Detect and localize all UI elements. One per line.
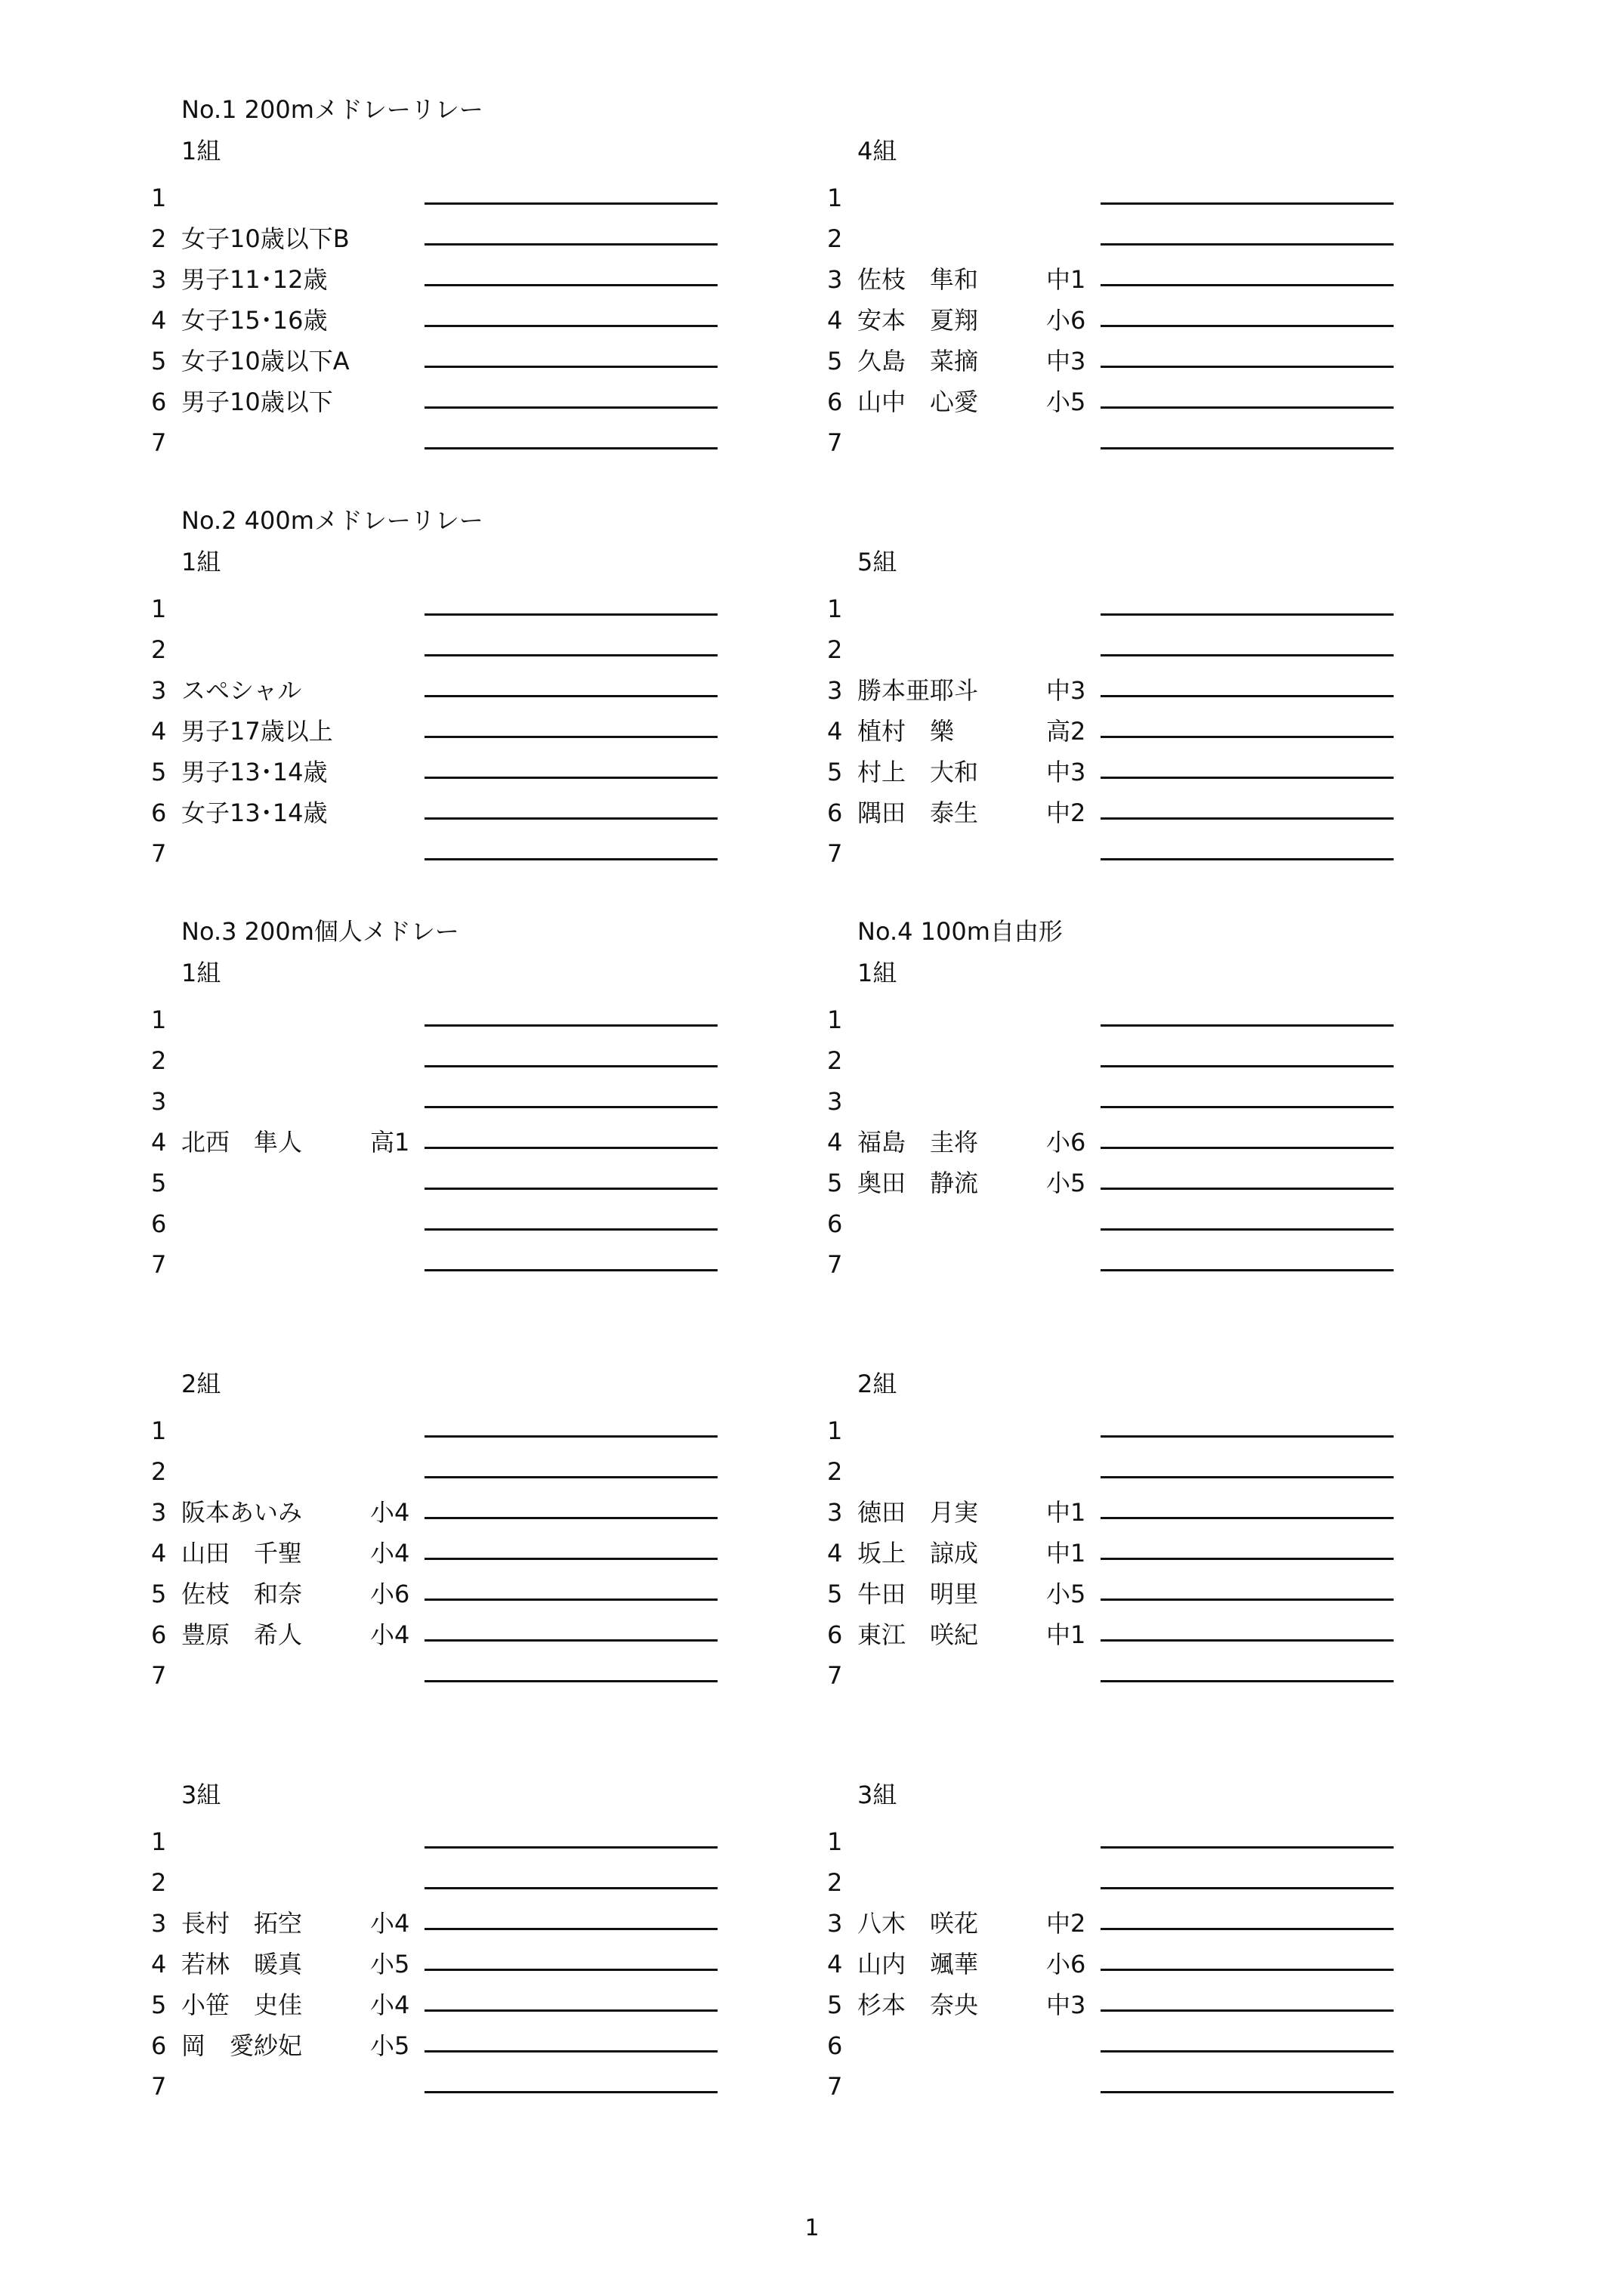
entry-name: 山田 千聖 (181, 1539, 303, 1568)
entry-grade: 中3 (1046, 347, 1086, 375)
time-entry-line (1101, 406, 1394, 409)
entry-grade: 小6 (370, 1580, 410, 1608)
time-entry-line (1101, 447, 1394, 449)
lane-row (151, 1903, 725, 1944)
lane-number: 5 (151, 758, 167, 786)
time-entry-line (1101, 817, 1394, 820)
entry-grade: 小5 (370, 2031, 410, 2060)
lane-number: 3 (827, 1087, 843, 1116)
time-entry-line (425, 1846, 718, 1849)
lane-number: 5 (151, 1169, 167, 1197)
entry-grade: 小4 (370, 1539, 410, 1568)
lane-number: 7 (827, 2072, 843, 2101)
time-entry-line (1101, 325, 1394, 327)
entry-name: 福島 圭将 (857, 1128, 979, 1157)
lane-number: 3 (827, 1498, 843, 1527)
lane-row (151, 1574, 725, 1614)
lane-row (151, 1821, 725, 1862)
lane-row (827, 2066, 1401, 2107)
lane-number: 5 (151, 1580, 167, 1608)
lane-number: 7 (151, 428, 167, 457)
lane-row (151, 629, 725, 670)
lane-number: 7 (827, 428, 843, 457)
lane-number: 2 (827, 635, 843, 664)
time-entry-line (425, 695, 718, 697)
time-entry-line (425, 1969, 718, 1971)
time-entry-line (1101, 1147, 1394, 1149)
entry-name: 男子17歳以上 (181, 717, 333, 746)
lane-number: 4 (151, 306, 167, 335)
entry-name: 安本 夏翔 (857, 306, 979, 335)
time-entry-line (1101, 202, 1394, 205)
entry-grade: 小6 (1046, 1950, 1086, 1978)
lane-number: 4 (827, 717, 843, 746)
heat-label: 5組 (857, 548, 897, 576)
lane-row (827, 300, 1401, 341)
lane-row (151, 218, 725, 259)
lane-row (827, 1821, 1401, 1862)
lane-row (827, 1244, 1401, 1285)
time-entry-line (1101, 2009, 1394, 2012)
entry-grade: 小5 (1046, 1580, 1086, 1608)
lane-number: 2 (151, 1457, 167, 1486)
time-entry-line (1101, 1680, 1394, 1682)
event-title: No.1 200mメドレーリレー (181, 95, 483, 124)
lane-number: 7 (827, 1661, 843, 1690)
lane-number: 4 (827, 1539, 843, 1568)
time-entry-line (1101, 1188, 1394, 1190)
lane-number: 2 (151, 224, 167, 253)
time-entry-line (425, 1680, 718, 1682)
time-entry-line (425, 406, 718, 409)
time-entry-line (1101, 1106, 1394, 1108)
time-entry-line (425, 817, 718, 820)
lane-number: 2 (827, 1046, 843, 1075)
lane-number: 2 (151, 1046, 167, 1075)
lane-row (827, 1163, 1401, 1203)
lane-row (151, 1163, 725, 1203)
lane-row (827, 1533, 1401, 1574)
lane-row (827, 1451, 1401, 1492)
lane-row (827, 218, 1401, 259)
lane-number: 1 (827, 1005, 843, 1034)
lane-row (151, 1533, 725, 1574)
time-entry-line (425, 858, 718, 860)
lane-row (827, 1203, 1401, 1244)
lane-number: 3 (151, 1087, 167, 1116)
lane-row (827, 1655, 1401, 1696)
lane-row (151, 341, 725, 381)
lane-row (827, 833, 1401, 874)
lane-number: 5 (827, 758, 843, 786)
time-entry-line (1101, 1558, 1394, 1560)
time-entry-line (425, 1517, 718, 1519)
lane-row (827, 999, 1401, 1040)
lane-row (827, 1574, 1401, 1614)
lane-number: 3 (151, 1498, 167, 1527)
lane-row (151, 178, 725, 218)
lane-row (827, 588, 1401, 629)
entry-name: 女子15･16歳 (181, 306, 328, 335)
entry-grade: 小6 (1046, 306, 1086, 335)
page-number: 1 (804, 2215, 820, 2241)
lane-number: 6 (827, 1209, 843, 1238)
lane-number: 1 (827, 595, 843, 623)
entry-grade: 小5 (1046, 388, 1086, 416)
lane-row (151, 999, 725, 1040)
time-entry-line (425, 1476, 718, 1478)
lane-row (151, 1614, 725, 1655)
entry-name: 長村 拓空 (181, 1909, 303, 1938)
entry-name: 女子13･14歳 (181, 798, 328, 827)
time-entry-line (425, 2091, 718, 2093)
entry-name: 村上 大和 (857, 758, 979, 786)
lane-row (151, 1655, 725, 1696)
time-entry-line (1101, 2091, 1394, 2093)
lane-row (151, 2025, 725, 2066)
entry-name: 奥田 静流 (857, 1169, 979, 1197)
lane-row (827, 1081, 1401, 1122)
time-entry-line (425, 2050, 718, 2053)
lane-row (827, 259, 1401, 300)
time-entry-line (425, 1558, 718, 1560)
heat-label: 1組 (181, 137, 221, 165)
time-entry-line (1101, 1846, 1394, 1849)
lane-number: 1 (151, 184, 167, 212)
lane-number: 5 (827, 1580, 843, 1608)
time-entry-line (1101, 1228, 1394, 1231)
lane-number: 1 (827, 1416, 843, 1445)
entry-grade: 中3 (1046, 676, 1086, 705)
lane-number: 4 (151, 717, 167, 746)
entry-name: 久島 菜摘 (857, 347, 979, 375)
lane-number: 3 (827, 676, 843, 705)
lane-number: 7 (827, 839, 843, 868)
lane-number: 1 (151, 1416, 167, 1445)
heat-label: 4組 (857, 137, 897, 165)
lane-number: 3 (151, 676, 167, 705)
lane-number: 6 (151, 388, 167, 416)
entry-name: 男子11･12歳 (181, 265, 328, 294)
lane-row (151, 300, 725, 341)
entry-name: 坂上 諒成 (857, 1539, 979, 1568)
lane-row (151, 1122, 725, 1163)
lane-number: 5 (151, 347, 167, 375)
entry-grade: 中1 (1046, 1620, 1086, 1649)
lane-row (151, 1244, 725, 1285)
entry-grade: 中1 (1046, 1498, 1086, 1527)
lane-number: 2 (827, 1457, 843, 1486)
lane-row (827, 752, 1401, 792)
entry-grade: 小4 (370, 1991, 410, 2019)
entry-grade: 小6 (1046, 1128, 1086, 1157)
lane-row (151, 1451, 725, 1492)
entry-grade: 中1 (1046, 265, 1086, 294)
time-entry-line (1101, 1887, 1394, 1889)
lane-row (827, 670, 1401, 711)
entry-grade: 小5 (370, 1950, 410, 1978)
entry-grade: 高1 (370, 1128, 410, 1157)
lane-row (827, 629, 1401, 670)
lane-number: 7 (151, 1661, 167, 1690)
entry-grade: 高2 (1046, 717, 1086, 746)
time-entry-line (1101, 1969, 1394, 1971)
entry-name: 阪本あいみ (181, 1498, 303, 1527)
time-entry-line (1101, 695, 1394, 697)
heat-label: 3組 (857, 1781, 897, 1809)
heat-label: 2組 (857, 1370, 897, 1398)
time-entry-line (1101, 654, 1394, 656)
entry-name: 東江 咲紀 (857, 1620, 979, 1649)
time-entry-line (1101, 858, 1394, 860)
lane-row (827, 1903, 1401, 1944)
time-entry-line (1101, 284, 1394, 286)
time-entry-line (425, 736, 718, 738)
lane-row (827, 1985, 1401, 2025)
lane-number: 7 (827, 1250, 843, 1279)
entry-name: 岡 愛紗妃 (181, 2031, 303, 2060)
event-title: No.2 400mメドレーリレー (181, 506, 483, 535)
time-entry-line (425, 447, 718, 449)
lane-number: 6 (827, 2031, 843, 2060)
lane-number: 7 (151, 839, 167, 868)
entry-name: 男子13･14歳 (181, 758, 328, 786)
lane-number: 6 (827, 798, 843, 827)
time-entry-line (1101, 1639, 1394, 1642)
lane-row (151, 1985, 725, 2025)
lane-number: 1 (827, 184, 843, 212)
lane-row (151, 588, 725, 629)
entry-name: 山中 心愛 (857, 388, 979, 416)
entry-name: 山内 颯華 (857, 1950, 979, 1978)
lane-row (827, 341, 1401, 381)
time-entry-line (1101, 1435, 1394, 1438)
lane-number: 3 (151, 265, 167, 294)
lane-number: 5 (827, 1169, 843, 1197)
lane-number: 4 (151, 1128, 167, 1157)
entry-grade: 小5 (1046, 1169, 1086, 1197)
lane-number: 4 (827, 1128, 843, 1157)
time-entry-line (425, 2009, 718, 2012)
time-entry-line (1101, 1269, 1394, 1271)
entry-grade: 小4 (370, 1620, 410, 1649)
lane-row (151, 1492, 725, 1533)
lane-row (151, 833, 725, 874)
lane-row (827, 381, 1401, 422)
time-entry-line (425, 325, 718, 327)
time-entry-line (425, 1639, 718, 1642)
lane-number: 2 (827, 1868, 843, 1897)
lane-number: 2 (151, 635, 167, 664)
lane-row (827, 422, 1401, 463)
entry-grade: 中3 (1046, 1991, 1086, 2019)
lane-number: 3 (827, 1909, 843, 1938)
entry-grade: 小4 (370, 1909, 410, 1938)
time-entry-line (425, 1228, 718, 1231)
entry-name: スペシャル (181, 676, 302, 705)
time-entry-line (425, 1887, 718, 1889)
entry-name: 八木 咲花 (857, 1909, 979, 1938)
time-entry-line (425, 1188, 718, 1190)
lane-row (151, 259, 725, 300)
time-entry-line (1101, 1476, 1394, 1478)
lane-number: 3 (827, 265, 843, 294)
entry-name: 小笹 史佳 (181, 1991, 303, 2019)
time-entry-line (1101, 2050, 1394, 2053)
entry-grade: 中3 (1046, 758, 1086, 786)
lane-number: 1 (151, 595, 167, 623)
entry-name: 佐枝 隼和 (857, 265, 979, 294)
lane-row (827, 1122, 1401, 1163)
time-entry-line (425, 1147, 718, 1149)
time-entry-line (425, 1269, 718, 1271)
lane-number: 2 (151, 1868, 167, 1897)
lane-number: 7 (151, 1250, 167, 1279)
entry-name: 植村 樂 (857, 717, 955, 746)
lane-row (151, 792, 725, 833)
time-entry-line (425, 654, 718, 656)
time-entry-line (1101, 366, 1394, 368)
time-entry-line (425, 1024, 718, 1027)
lane-number: 6 (151, 1620, 167, 1649)
entry-name: 男子10歳以下 (181, 388, 333, 416)
heat-label: 1組 (181, 959, 221, 987)
entry-grade: 中2 (1046, 1909, 1086, 1938)
time-entry-line (1101, 736, 1394, 738)
lane-number: 7 (151, 2072, 167, 2101)
lane-number: 1 (151, 1005, 167, 1034)
lane-row (151, 381, 725, 422)
time-entry-line (425, 1106, 718, 1108)
lane-row (827, 1492, 1401, 1533)
lane-row (151, 670, 725, 711)
event-title: No.3 200m個人メドレー (181, 917, 459, 946)
entry-name: 若林 暖真 (181, 1950, 303, 1978)
lane-row (151, 1862, 725, 1903)
lane-number: 4 (827, 1950, 843, 1978)
lane-row (827, 711, 1401, 752)
lane-number: 4 (151, 1539, 167, 1568)
entry-name: 北西 隼人 (181, 1128, 303, 1157)
entry-name: 徳田 月実 (857, 1498, 979, 1527)
time-entry-line (1101, 1065, 1394, 1067)
lane-row (827, 1410, 1401, 1451)
entry-name: 佐枝 和奈 (181, 1580, 303, 1608)
lane-row (151, 711, 725, 752)
time-entry-line (1101, 1928, 1394, 1930)
time-entry-line (425, 284, 718, 286)
lane-row (151, 2066, 725, 2107)
heat-label: 1組 (181, 548, 221, 576)
lane-number: 5 (827, 1991, 843, 2019)
time-entry-line (425, 1598, 718, 1601)
event-title: No.4 100m自由形 (857, 917, 1063, 946)
time-entry-line (425, 1065, 718, 1067)
lane-number: 6 (827, 1620, 843, 1649)
entry-name: 隅田 泰生 (857, 798, 979, 827)
lane-row (151, 1203, 725, 1244)
entry-grade: 小4 (370, 1498, 410, 1527)
lane-row (827, 1040, 1401, 1081)
lane-row (151, 1081, 725, 1122)
time-entry-line (425, 777, 718, 779)
lane-number: 6 (151, 2031, 167, 2060)
lane-number: 6 (827, 388, 843, 416)
time-entry-line (425, 613, 718, 616)
time-entry-line (1101, 1598, 1394, 1601)
time-entry-line (1101, 1517, 1394, 1519)
lane-number: 4 (827, 306, 843, 335)
lane-number: 5 (151, 1991, 167, 2019)
entry-name: 女子10歳以下A (181, 347, 350, 375)
lane-row (827, 2025, 1401, 2066)
lane-row (827, 1614, 1401, 1655)
lane-number: 4 (151, 1950, 167, 1978)
time-entry-line (425, 243, 718, 246)
lane-row (151, 1410, 725, 1451)
time-entry-line (425, 1928, 718, 1930)
entry-name: 牛田 明里 (857, 1580, 979, 1608)
heat-label: 1組 (857, 959, 897, 987)
time-entry-line (425, 202, 718, 205)
lane-number: 1 (151, 1827, 167, 1856)
entry-grade: 中2 (1046, 798, 1086, 827)
lane-row (151, 1040, 725, 1081)
lane-row (151, 1944, 725, 1985)
lane-row (827, 1862, 1401, 1903)
heat-label: 3組 (181, 1781, 221, 1809)
entry-name: 杉本 奈央 (857, 1991, 979, 2019)
entry-grade: 中1 (1046, 1539, 1086, 1568)
lane-row (827, 792, 1401, 833)
time-entry-line (1101, 243, 1394, 246)
lane-row (827, 1944, 1401, 1985)
lane-number: 6 (151, 1209, 167, 1238)
entry-name: 勝本亜耶斗 (857, 676, 979, 705)
heat-label: 2組 (181, 1370, 221, 1398)
lane-number: 5 (827, 347, 843, 375)
time-entry-line (425, 366, 718, 368)
time-entry-line (1101, 777, 1394, 779)
time-entry-line (1101, 1024, 1394, 1027)
lane-row (151, 422, 725, 463)
entry-name: 豊原 希人 (181, 1620, 303, 1649)
lane-row (151, 752, 725, 792)
lane-number: 6 (151, 798, 167, 827)
lane-number: 3 (151, 1909, 167, 1938)
time-entry-line (425, 1435, 718, 1438)
lane-number: 2 (827, 224, 843, 253)
lane-number: 1 (827, 1827, 843, 1856)
lane-row (827, 178, 1401, 218)
time-entry-line (1101, 613, 1394, 616)
entry-name: 女子10歳以下B (181, 224, 350, 253)
